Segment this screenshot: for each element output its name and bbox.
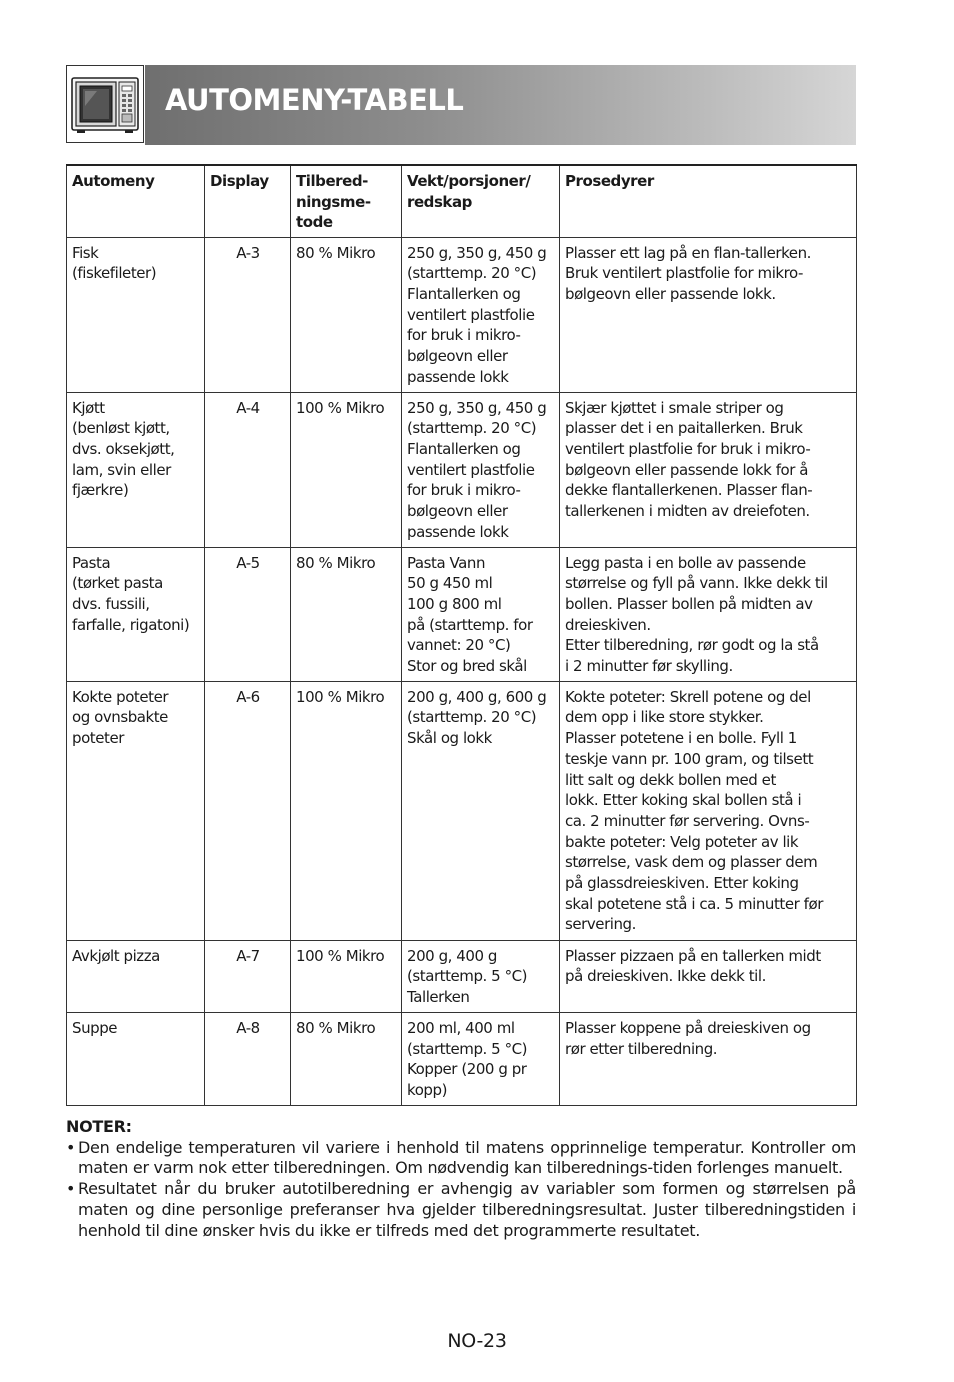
notes-section <box>66 1117 856 1241</box>
cell-procedure: Skjær kjøttet i smale striper og plasser det i en paitallerken. Bruk ventilert plastfolie for bruk i mikro- bølgeovn eller passende lokk for å dekke flantallerkenen. Plasser flan- tallerkenen i midten av dreiefoten. <box>560 392 857 547</box>
cell-display: A-7 <box>205 940 291 1012</box>
cell-menu: Fisk (fiskefileter) <box>67 237 205 392</box>
cell-display: A-8 <box>205 1012 291 1105</box>
cell-display: A-4 <box>205 392 291 547</box>
column-header-automeny: Automeny <box>67 165 205 237</box>
microwave-icon <box>66 65 144 143</box>
cell-weight: 200 g, 400 g, 600 g (starttemp. 20 °C) Skål og lokk <box>402 681 560 940</box>
note-item <box>66 1138 856 1179</box>
cell-menu: Pasta (tørket pasta dvs. fussili, farfalle, rigatoni) <box>67 547 205 681</box>
table-row <box>67 681 857 940</box>
cell-display: A-6 <box>205 681 291 940</box>
page-title: AUTOMENY-TABELL <box>165 83 464 117</box>
cell-weight: 200 g, 400 g (starttemp. 5 °C) Tallerken <box>402 940 560 1012</box>
table-row <box>67 237 857 392</box>
column-header-method: Tilbered- ningsme- tode <box>291 165 402 237</box>
cell-method: 80 % Mikro <box>291 547 402 681</box>
bullet-marker: • <box>66 1137 76 1157</box>
note-text: Den endelige temperaturen vil variere i henhold til matens opprinnelige temperatur. Kontroller om maten er varm nok etter tilberedningen. Om nødvendig kan tilberednings-tiden forlenges manuelt. <box>78 1137 856 1178</box>
cell-display: A-5 <box>205 547 291 681</box>
note-item <box>66 1179 856 1241</box>
cell-weight: 250 g, 350 g, 450 g (starttemp. 20 °C) Flantallerken og ventilert plastfolie for bruk i mikro- bølgeovn eller passende lokk <box>402 392 560 547</box>
bullet-marker: • <box>66 1179 76 1199</box>
cell-procedure: Plasser pizzaen på en tallerken midt på dreieskiven. Ikke dekk til. <box>560 940 857 1012</box>
cell-menu: Suppe <box>67 1012 205 1105</box>
cell-weight: 200 ml, 400 ml (starttemp. 5 °C) Kopper (200 g pr kopp) <box>402 1012 560 1105</box>
page-number: NO-23 <box>447 1330 507 1352</box>
table-header-row <box>67 165 857 237</box>
column-header-procedure: Prosedyrer <box>560 165 857 237</box>
cell-weight: 250 g, 350 g, 450 g (starttemp. 20 °C) Flantallerken og ventilert plastfolie for bruk i mikro- bølgeovn eller passende lokk <box>402 237 560 392</box>
column-header-weight: Vekt/porsjoner/ redskap <box>402 165 560 237</box>
cell-procedure: Legg pasta i en bolle av passende størrelse og fyll på vann. Ikke dekk til bollen. Plasser bollen på midten av dreieskiven. Etter tilberedning, rør godt og la stå i 2 minutter før skylling. <box>560 547 857 681</box>
cell-method: 100 % Mikro <box>291 681 402 940</box>
title-banner <box>145 65 856 145</box>
cell-menu: Avkjølt pizza <box>67 940 205 1012</box>
cell-method: 80 % Mikro <box>291 237 402 392</box>
cell-procedure: Plasser koppene på dreieskiven og rør etter tilberedning. <box>560 1012 857 1105</box>
cell-method: 100 % Mikro <box>291 392 402 547</box>
cell-display: A-3 <box>205 237 291 392</box>
cell-method: 100 % Mikro <box>291 940 402 1012</box>
table-row <box>67 547 857 681</box>
cell-procedure: Plasser ett lag på en flan-tallerken. Bruk ventilert plastfolie for mikro- bølgeovn eller passende lokk. <box>560 237 857 392</box>
cell-menu: Kokte poteter og ovnsbakte poteter <box>67 681 205 940</box>
column-header-display: Display <box>205 165 291 237</box>
table-row <box>67 392 857 547</box>
table-row <box>67 1012 857 1105</box>
automenu-table <box>66 164 857 1106</box>
table-row <box>67 940 857 1012</box>
cell-weight: Pasta Vann 50 g 450 ml 100 g 800 ml på (starttemp. for vannet: 20 °C) Stor og bred skål <box>402 547 560 681</box>
note-text: Resultatet når du bruker autotilberedning er avhengig av variabler som formen og størrelsen på maten og dine personlige preferanser hva gjelder tilberedningsresultat. Juster tilberedningstiden i henhold til dine ønsker hvis du ikke er tilfreds med det programmerte resultatet. <box>78 1179 856 1240</box>
cell-method: 80 % Mikro <box>291 1012 402 1105</box>
page-header <box>66 65 856 145</box>
microwave-icon-graphic <box>67 66 143 142</box>
cell-menu: Kjøtt (benløst kjøtt, dvs. oksekjøtt, lam, svin eller fjærkre) <box>67 392 205 547</box>
cell-procedure: Kokte poteter: Skrell potene og del dem opp i like store stykker. Plasser potetene i en bolle. Fyll 1 teskje vann pr. 100 gram, og tilsett litt salt og dekk bollen med et lokk. Etter koking skal bollen stå i ca. 2 minutter før servering. Ovns- bakte poteter: Velg poteter av lik størrelse, vask dem og plasser dem på glassdreieskiven. Etter koking skal potetene stå i ca. 5 minutter før servering. <box>560 681 857 940</box>
notes-title: NOTER: <box>66 1117 132 1136</box>
